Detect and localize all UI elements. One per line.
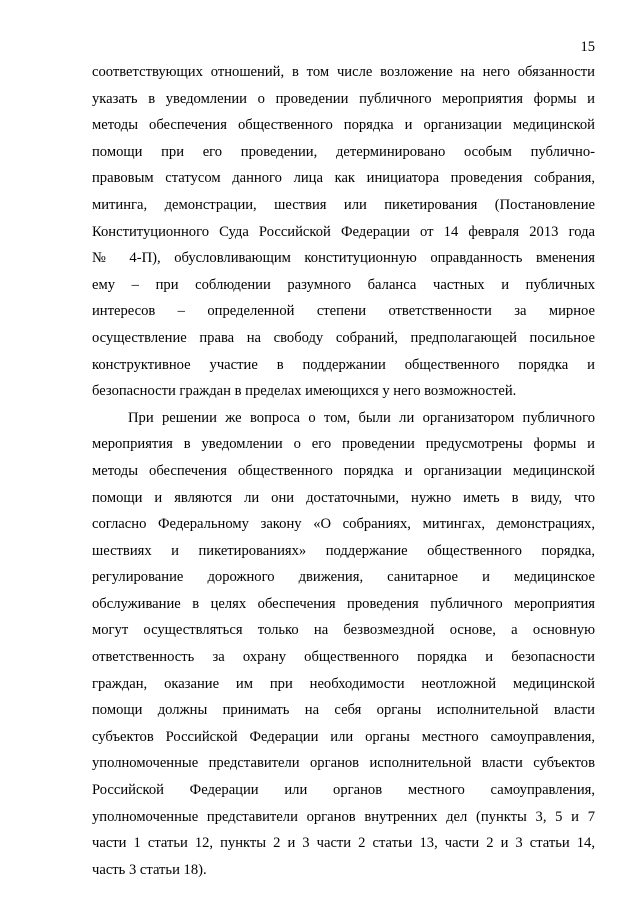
text-line: осуществление права на свободу собраний, предполагающей посильное bbox=[92, 329, 595, 346]
text-line: Российской Федерации или органов местного самоуправления, bbox=[92, 782, 595, 799]
text-line: ответственность за охрану общественного порядка и безопасности bbox=[92, 649, 595, 666]
text-line: обслуживание в целях обеспечения проведения публичного мероприятия bbox=[92, 595, 595, 612]
text-line: могут осуществляться только на безвозмездной основе, а основную bbox=[92, 622, 595, 639]
text-line: помощи должны принимать на себя органы исполнительной власти bbox=[92, 702, 595, 719]
paragraph bbox=[92, 405, 595, 884]
text-line: мероприятия в уведомлении о его проведении предусмотрены формы и bbox=[92, 436, 595, 453]
text-line: шествиях и пикетированиях» поддержание общественного порядка, bbox=[92, 542, 595, 559]
text-line: № 4-П), обусловливающим конституционную оправданность вменения bbox=[92, 250, 595, 267]
page-number: 15 bbox=[580, 39, 595, 55]
text-line: соответствующих отношений, в том числе возложение на него обязанности bbox=[92, 64, 595, 80]
text-line: методы обеспечения общественного порядка и организации медицинской bbox=[92, 117, 595, 134]
text-line: части 1 статьи 12, пункты 2 и 3 части 2 статьи 13, части 2 и 3 статьи 14, bbox=[92, 835, 595, 852]
text-line: субъектов Российской Федерации или органы местного самоуправления, bbox=[92, 728, 595, 745]
text-line: помощи и являются ли они достаточными, нужно иметь в виду, что bbox=[92, 489, 595, 506]
paragraph bbox=[92, 59, 595, 405]
text-line: конструктивное участие в поддержании общественного порядка и bbox=[92, 356, 595, 373]
text-line: часть 3 статьи 18). bbox=[92, 861, 207, 878]
text-line: граждан, оказание им при необходимости неотложной медицинской bbox=[92, 675, 595, 692]
text-line: правовым статусом данного лица как инициатора проведения собрания, bbox=[92, 170, 595, 187]
document-body bbox=[92, 59, 595, 883]
text-line: митинга, демонстрации, шествия или пикетирования (Постановление bbox=[92, 196, 595, 213]
text-line: безопасности граждан в пределах имеющихся у него возможностей. bbox=[92, 383, 517, 400]
text-line: согласно Федеральному закону «О собраниях, митингах, демонстрациях, bbox=[92, 516, 595, 533]
text-line: Конституционного Суда Российской Федерации от 14 февраля 2013 года bbox=[92, 223, 595, 240]
text-line: уполномоченные представители органов внутренних дел (пункты 3, 5 и 7 bbox=[92, 808, 595, 825]
text-line: регулирование дорожного движения, санитарное и медицинское bbox=[92, 569, 595, 586]
text-line: уполномоченные представители органов исполнительной власти субъектов bbox=[92, 755, 595, 772]
text-line: интересов – определенной степени ответственности за мирное bbox=[92, 303, 595, 320]
text-line: методы обеспечения общественного порядка и организации медицинской bbox=[92, 462, 595, 479]
text-line: При решении же вопроса о том, были ли организатором публичного bbox=[128, 409, 595, 426]
text-line: ему – при соблюдении разумного баланса частных и публичных bbox=[92, 276, 595, 293]
text-line: указать в уведомлении о проведении публичного мероприятия формы и bbox=[92, 90, 595, 107]
text-line: помощи при его проведении, детерминировано особым публично- bbox=[92, 143, 595, 160]
